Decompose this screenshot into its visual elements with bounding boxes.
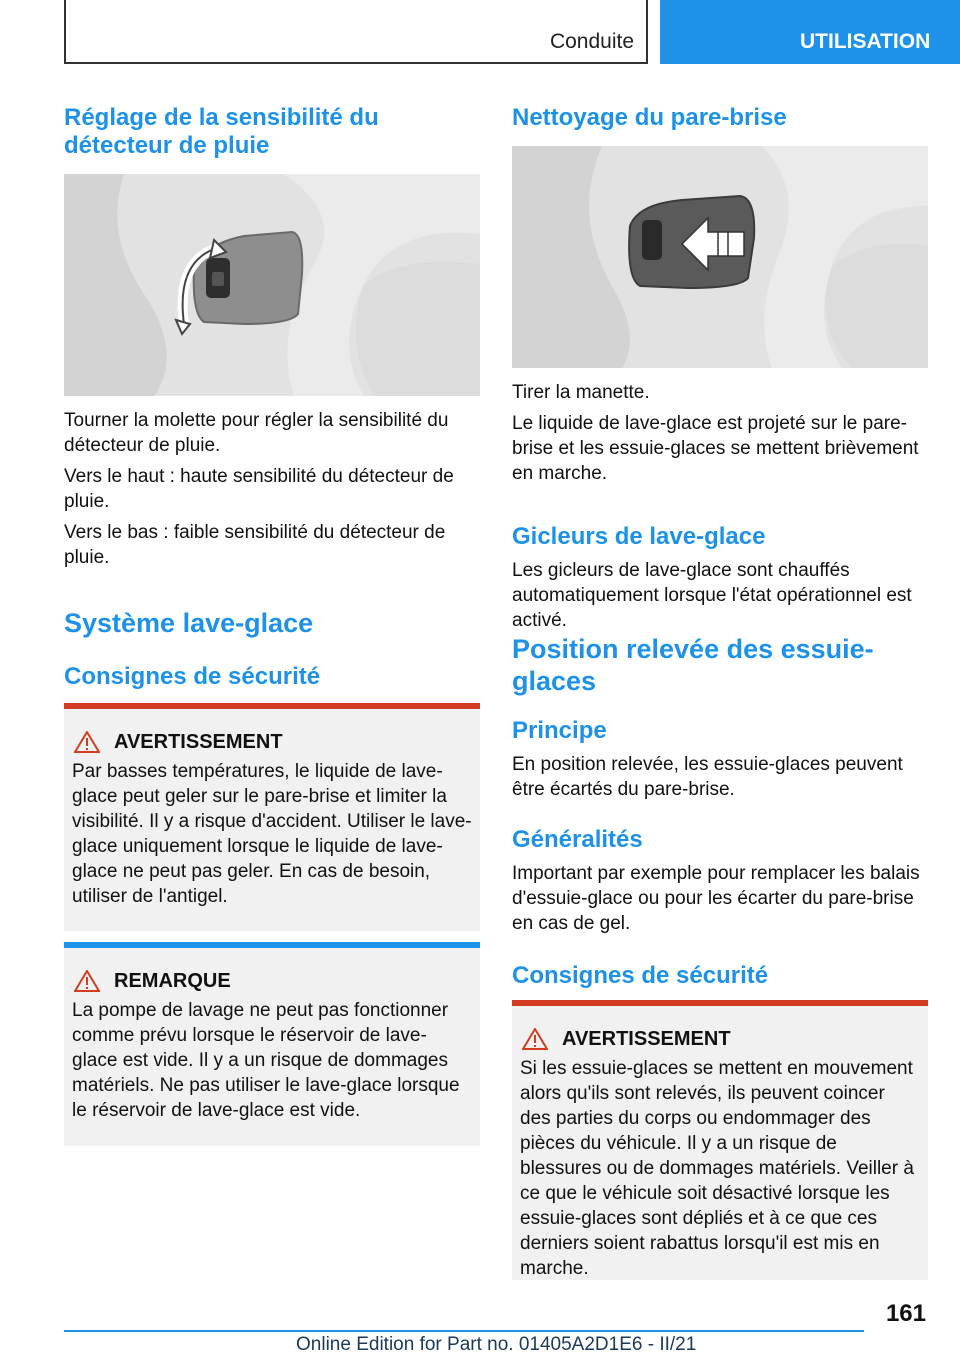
warning-title-text-left: AVERTISSEMENT [114,731,283,753]
page-number: 161 [885,1300,926,1327]
warning-title-text-right: AVERTISSEMENT [562,1028,731,1050]
heading-nozzles: Gicleurs de lave-glace [512,523,766,550]
heading-general: Généralités [512,826,643,853]
sensitivity-body [64,408,468,570]
warning-triangle-icon [522,1028,548,1050]
edition-footer: Online Edition for Part no. 01405A2D1E6 - II/21 [296,1334,697,1355]
general-paragraph: Important par exemple pour remplacer les balais d'essuie-glace ou pour les écarter du pare-brise en cas de gel. [512,863,920,934]
windshield-cleaning-illustration [512,146,928,368]
stalk-pull-drawing [512,146,928,368]
header-frame [64,0,648,64]
heading-sensitivity: Réglage de la sensibilité du détecteur de pluie [64,104,379,159]
heading-principle: Principe [512,717,607,744]
sensitivity-paragraph-2: Vers le haut : haute sensibilité du détecteur de pluie. [64,466,454,512]
warning-text-left: Par basses températures, le liquide de lave-glace peut geler sur le pare-brise et limiter la visibilité. Il y a risque d'accident. Utiliser le lave-glace uniquement lorsque le liquide de lave-glace ne peut pas geler. En cas de besoin, utiliser de l'antigel. [72,761,472,907]
note-box [64,942,480,1146]
heading-raised-position: Position relevée des essuie-glaces [512,634,874,696]
note-title-text: REMARQUE [114,970,231,992]
sensitivity-paragraph-3: Vers le bas : faible sensibilité du détecteur de pluie. [64,522,446,568]
warning-triangle-icon [74,731,100,753]
heading-safety-right: Consignes de sécurité [512,962,769,989]
note-title [72,968,472,994]
warning-box-right [512,1000,928,1280]
cleaning-body [512,380,928,486]
stalk-wheel-drawing [64,174,480,396]
note-text: La pompe de lavage ne peut pas fonctionner comme prévu lorsque le réservoir de lave-glace est vide. Il y a un risque de dommages matériels. Ne pas utiliser le lave-glace lorsque le réservoir de lave-glace est vide. [72,1000,460,1121]
cleaning-paragraph-2: Le liquide de lave-glace est projeté sur le pare-brise et les essuie-glaces se mettent brièvement en marche. [512,413,919,484]
section-title: Conduite [549,30,634,53]
cleaning-paragraph-1: Tirer la manette. [512,382,650,403]
rain-sensor-wheel-illustration [64,174,480,396]
caution-triangle-icon [74,970,100,992]
principle-paragraph: En position relevée, les essuie-glaces peuvent être écartés du pare-brise. [512,754,903,800]
heading-safety-left: Consignes de sécurité [64,663,321,690]
warning-title-left [72,729,472,755]
warning-box-left [64,703,480,931]
heading-washer-system: Système lave-glace [64,608,314,638]
warning-text-right: Si les essuie-glaces se mettent en mouvement alors qu'ils sont relevés, ils peuvent coincer des parties du corps ou endommager des pièces du véhicule. Il y a un risque de blessures ou de dommages matériels. Veiller à ce que le véhicule soit désactivé lorsque les essuie-glaces sont dépliés et à ce que ces derniers soient rabattus lorsqu'il est mis en marche. [520,1058,914,1279]
chapter-tab: UTILISATION [660,0,960,64]
heading-windshield-cleaning: Nettoyage du pare-brise [512,104,787,131]
footer-rule [64,1330,864,1332]
warning-title-right [520,1026,920,1052]
nozzles-paragraph: Les gicleurs de lave-glace sont chauffés automatiquement lorsque l'état opérationnel est activé. [512,560,912,631]
sensitivity-paragraph-1: Tourner la molette pour régler la sensibilité du détecteur de pluie. [64,410,449,456]
